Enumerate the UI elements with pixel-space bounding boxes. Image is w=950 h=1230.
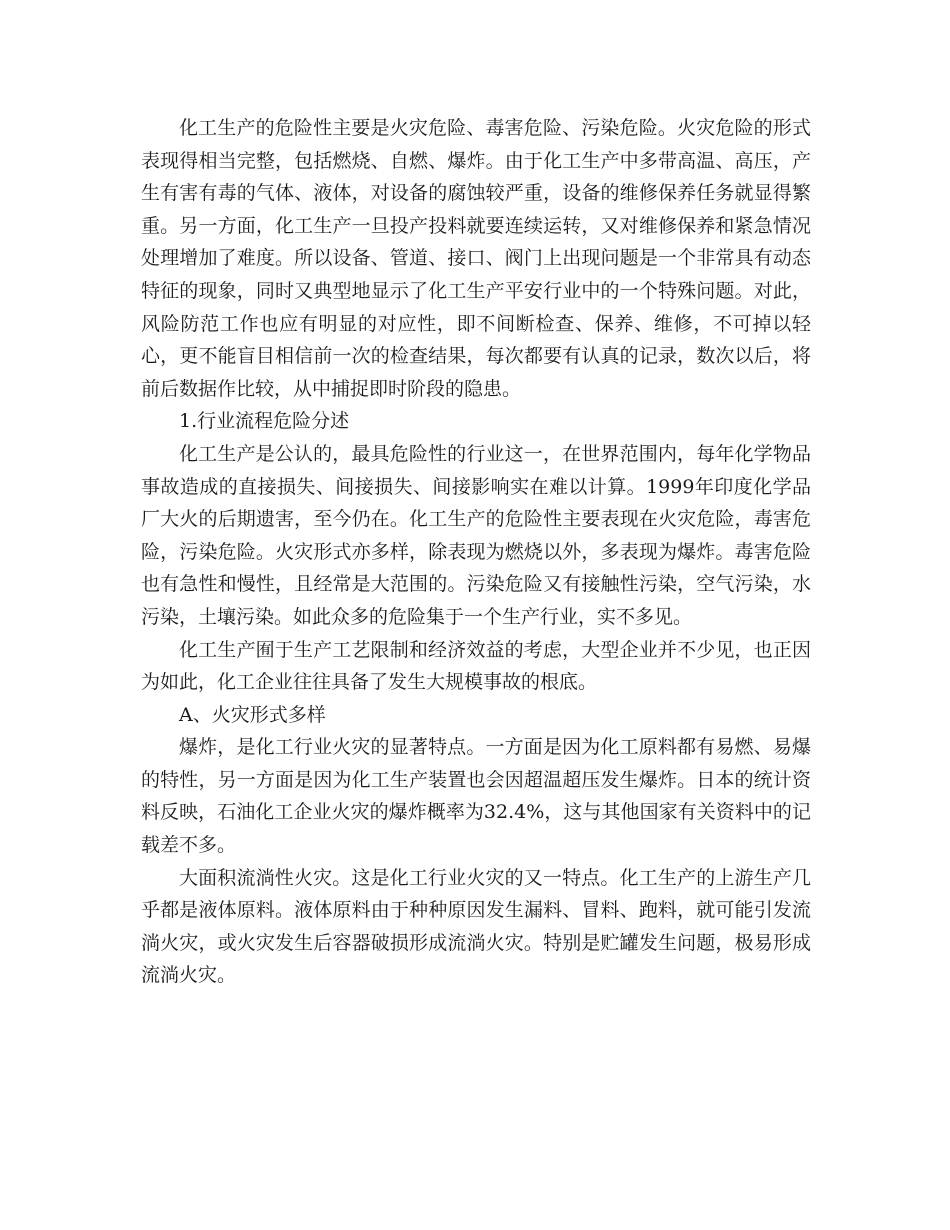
- section-heading-process-risks: 1.行业流程危险分述: [179, 410, 350, 433]
- paragraph-explosion: 爆炸，是化工行业火灾的显著特点。一方面是因为化工原料都有易燃、易爆的特性，另一方面是因为化工生产装置也会因超温超压发生爆炸。日本的统计资料反映，石油化工企业火灾的爆炸概率为32.4%，这与其他国家有关资料中的记载差不多。: [141, 736, 811, 857]
- subsection-heading-fire-forms: A、火灾形式多样: [179, 703, 326, 726]
- paragraph-flowing-fire: 大面积流淌性火灾。这是化工行业火灾的又一特点。化工生产的上游生产几乎都是液体原料。液体原料由于种种原因发生漏料、冒料、跑料，就可能引发流淌火灾，或火灾发生后容器破损形成流淌火灾。特别是贮罐发生问题，极易形成流淌火灾。: [141, 866, 811, 987]
- paragraph-intro: 化工生产的危险性主要是火灾危险、毒害危险、污染危险。火灾危险的形式表现得相当完整，包括燃烧、自燃、爆炸。由于化工生产中多带高温、高压，产生有害有毒的气体、液体，对设备的腐蚀较严重，设备的维修保养任务就显得繁重。另一方面，化工生产一旦投产投料就要连续运转，又对维修保养和紧急情况处理增加了难度。所以设备、管道、接口、阀门上出现问题是一个非常具有动态特征的现象，同时又典型地显示了化工生产平安行业中的一个特殊问题。对此，风险防范工作也应有明显的对应性，即不间断检查、保养、维修，不可掉以轻心，更不能盲目相信前一次的检查结果，每次都要有认真的记录，数次以后，将前后数据作比较，从中捕捉即时阶段的隐患。: [141, 117, 811, 400]
- document-body: [141, 112, 811, 992]
- paragraph-large-enterprise: 化工生产囿于生产工艺限制和经济效益的考虑，大型企业并不少见，也正因为如此，化工企业往往具备了发生大规模事故的根底。: [141, 638, 811, 694]
- paragraph-industry-danger: 化工生产是公认的，最具危险性的行业这一，在世界范围内，每年化学物品事故造成的直接损失、间接损失、间接影响实在难以计算。1999年印度化学品厂大火的后期遗害，至今仍在。化工生产的危险性主要表现在火灾危险，毒害危险，污染危险。火灾形式亦多样，除表现为燃烧以外，多表现为爆炸。毒害危险也有急性和慢性，且经常是大范围的。污染危险又有接触性污染，空气污染，水污染，土壤污染。如此众多的危险集于一个生产行业，实不多见。: [141, 442, 811, 628]
